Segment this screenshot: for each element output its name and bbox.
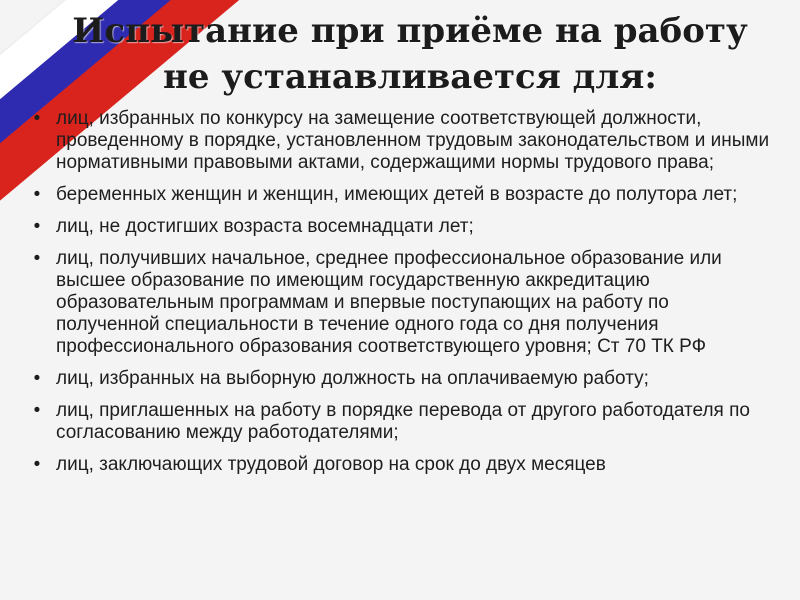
slide-title bbox=[40, 8, 780, 100]
list-item-text: беременных женщин и женщин, имеющих детей в возрасте до полутора лет; bbox=[56, 184, 738, 205]
bullet-icon: • bbox=[33, 368, 41, 389]
bullet-icon: • bbox=[33, 400, 41, 421]
list-item bbox=[26, 184, 776, 206]
bullet-icon: • bbox=[33, 454, 41, 475]
list-item-text: лиц, получивших начальное, среднее профессиональное образование или высшее образование по имеющим государственную аккредитацию образовательным программам и впервые поступающих на работу по полученной специальности в течение одного года со дня получения профессионального образования соответствующего уровня; Ст 70 ТК РФ bbox=[56, 248, 722, 357]
list-item-text: лиц, заключающих трудовой договор на срок до двух месяцев bbox=[56, 454, 606, 475]
title-line-1: Испытание при приёме на работу bbox=[72, 11, 748, 51]
bullet-icon: • bbox=[33, 248, 41, 269]
list-item bbox=[26, 454, 776, 476]
bullet-icon: • bbox=[33, 108, 41, 129]
list-item-text: лиц, не достигших возраста восемнадцати лет; bbox=[56, 216, 474, 237]
list-item-text: лиц, избранных по конкурсу на замещение соответствующей должности, проведенному в порядке, установленном трудовым законодательством и иными нормативными правовыми актами, содержащими нормы трудового права; bbox=[56, 108, 770, 173]
list-item bbox=[26, 248, 776, 358]
list-item-text: лиц, избранных на выборную должность на оплачиваемую работу; bbox=[56, 368, 649, 389]
list-item bbox=[26, 400, 776, 444]
list-item bbox=[26, 108, 776, 174]
title-line-2: не устанавливается для: bbox=[163, 57, 657, 97]
list-item bbox=[26, 368, 776, 390]
exemptions-list bbox=[26, 108, 776, 486]
bullet-icon: • bbox=[33, 216, 41, 237]
list-item-text: лиц, приглашенных на работу в порядке перевода от другого работодателя по согласованию между работодателями; bbox=[56, 400, 750, 443]
bullet-icon: • bbox=[33, 184, 41, 205]
list-item bbox=[26, 216, 776, 238]
